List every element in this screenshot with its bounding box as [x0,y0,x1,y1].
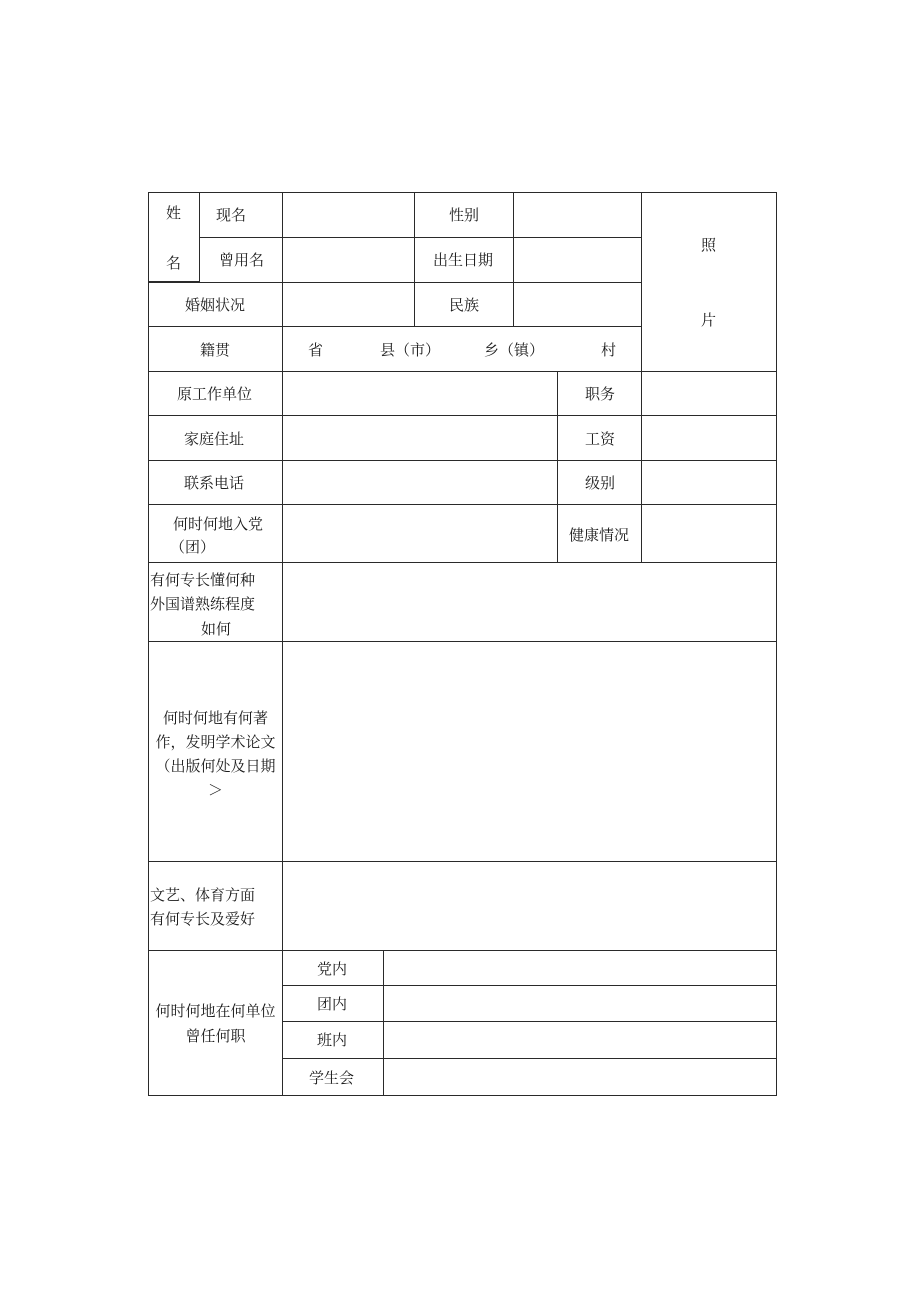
post-class-field[interactable] [383,1021,777,1059]
skills-label-2: 外国谱熟练程度 [150,595,256,613]
prev-employer-field[interactable] [282,371,558,416]
skills-label-3: 如何 [201,620,232,638]
party-join-field[interactable] [282,504,558,563]
post-class-label: 班内 [317,1031,348,1049]
photo-label-1: 照 [701,236,717,254]
post-league-label: 团内 [317,995,348,1013]
post-party-field[interactable] [383,950,777,986]
name-label: 姓 [166,204,182,222]
salary-label: 工资 [585,430,616,448]
former-name-field[interactable] [282,237,415,283]
address-field[interactable] [282,415,558,461]
current-name-label: 现名 [216,206,247,224]
party-join-label-cell [148,504,283,563]
health-label: 健康情况 [569,526,630,544]
grade-field[interactable] [641,460,777,505]
name-label-2: 名 [166,254,182,272]
phone-label: 联系电话 [184,474,245,492]
post-union-field[interactable] [383,1058,777,1096]
posts-label-2: 曾任何职 [185,1027,246,1045]
works-label-3: （出版何处及日期 [155,757,276,775]
photo-box[interactable] [641,192,777,372]
prev-employer-label: 原工作单位 [177,385,253,403]
post-league-field[interactable] [383,985,777,1022]
ethnicity-label: 民族 [449,296,480,314]
marital-field[interactable] [282,282,415,327]
position-field[interactable] [641,371,777,416]
phone-field[interactable] [282,460,558,505]
native-county: 县（市） [380,341,441,359]
posts-label-1: 何时何地在何单位 [155,1002,276,1020]
hobby-field[interactable] [282,861,777,951]
native-township: 乡（镇） [484,341,545,359]
marital-label: 婚姻状况 [185,296,246,314]
native-place-field[interactable] [282,326,642,372]
party-join-label-1: 何时何地入党 [173,515,264,533]
post-party-label: 党内 [317,960,348,978]
photo-label-2: 片 [701,311,717,329]
post-union-label: 学生会 [309,1069,355,1087]
current-name-field[interactable] [282,192,415,238]
works-label-1: 何时何地有何著 [162,709,268,727]
position-label: 职务 [585,385,616,403]
gender-field[interactable] [513,192,642,238]
native-place-label: 籍贯 [200,341,231,359]
works-label-4: ＞ [207,781,223,799]
works-field[interactable] [282,641,777,862]
party-join-label-2: （团） [170,538,216,556]
grade-label: 级别 [585,474,616,492]
health-field[interactable] [641,504,777,563]
address-label: 家庭住址 [184,430,245,448]
birth-date-label: 出生日期 [433,251,494,269]
hobby-label-2: 有何专长及爱好 [150,910,256,928]
works-label-2: 作，发明学术论文 [155,733,276,751]
native-village: 村 [601,341,617,359]
skills-label-1: 有何专长懂何种 [150,571,256,589]
hobby-label-1: 文艺、体育方面 [150,886,256,904]
salary-field[interactable] [641,415,777,461]
gender-label: 性别 [449,206,480,224]
ethnicity-field[interactable] [513,282,642,327]
former-name-label: 曾用名 [219,251,265,269]
native-province: 省 [308,341,324,359]
skills-field[interactable] [282,562,777,642]
hobby-label-cell [148,861,283,951]
posts-label-cell [148,950,283,1096]
birth-date-field[interactable] [513,237,642,283]
